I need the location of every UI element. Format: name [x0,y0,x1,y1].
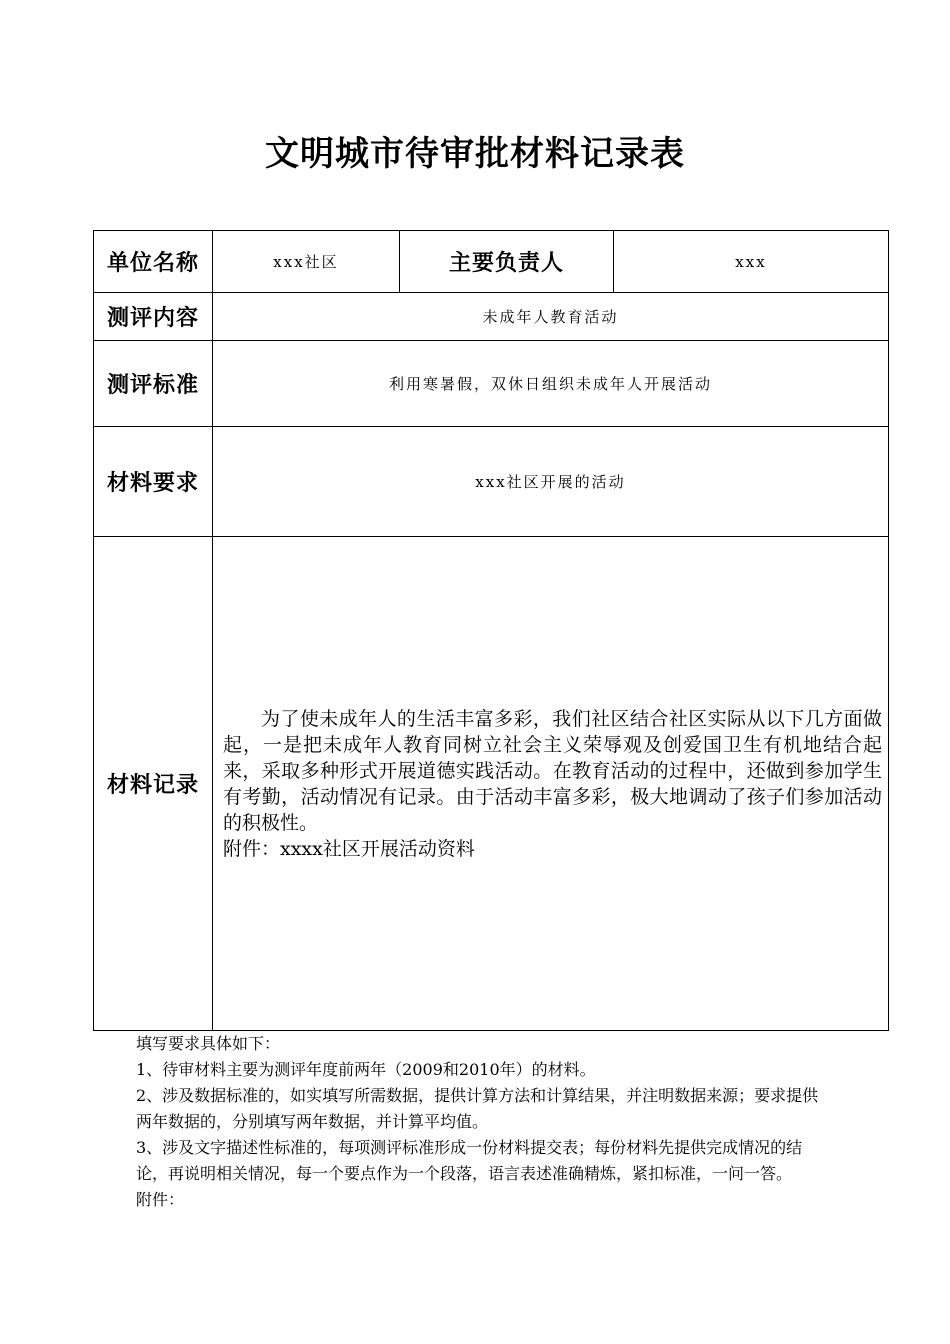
standard-label: 测评标准 [94,341,213,427]
content-value: 未成年人教育活动 [213,293,889,341]
approval-record-table [93,230,889,1031]
row-record [94,537,889,1031]
record-text [223,706,882,862]
unit-name-value: xxx社区 [213,231,400,293]
record-attachment: 附件：xxxx社区开展活动资料 [223,837,475,860]
requirement-label: 材料要求 [94,427,213,537]
record-paragraph: 为了使未成年人的生活丰富多彩，我们社区结合社区实际从以下几方面做起，一是把未成年人教育同树立社会主义荣辱观及创爱国卫生有机地结合起来，采取多种形式开展道德实践活动。在教育活动的过程中，还做到参加学生有考勤，活动情况有记录。由于活动丰富多彩，极大地调动了孩子们参加活动的积极性。 [223,707,882,834]
leader-label: 主要负责人 [400,231,614,293]
notes-item-2: 2、涉及数据标准的，如实填写所需数据，提供计算方法和计算结果，并注明数据来源；要求提供两年数据的，分别填写两年数据，并计算平均值。 [136,1086,819,1131]
notes-item-1: 1、待审材料主要为测评年度前两年（2009和2010年）的材料。 [136,1060,596,1079]
row-standard [94,341,889,427]
notes-attachment: 附件： [136,1190,185,1209]
row-content [94,293,889,341]
standard-value: 利用寒暑假，双休日组织未成年人开展活动 [213,341,889,427]
record-label: 材料记录 [94,537,213,1031]
filling-notes [136,1031,820,1213]
content-label: 测评内容 [94,293,213,341]
record-cell [213,537,889,1031]
row-unit [94,231,889,293]
unit-name-label: 单位名称 [94,231,213,293]
notes-item-3: 3、涉及文字描述性标准的，每项测评标准形成一份材料提交表；每份材料先提供完成情况的结论，再说明相关情况，每一个要点作为一个段落，语言表述准确精炼，紧扣标准，一问一答。 [136,1138,803,1183]
notes-heading: 填写要求具体如下： [136,1034,281,1053]
page-title: 文明城市待审批材料记录表 [265,134,685,174]
leader-value: xxx [614,231,889,293]
row-requirement [94,427,889,537]
requirement-value: xxx社区开展的活动 [213,427,889,537]
